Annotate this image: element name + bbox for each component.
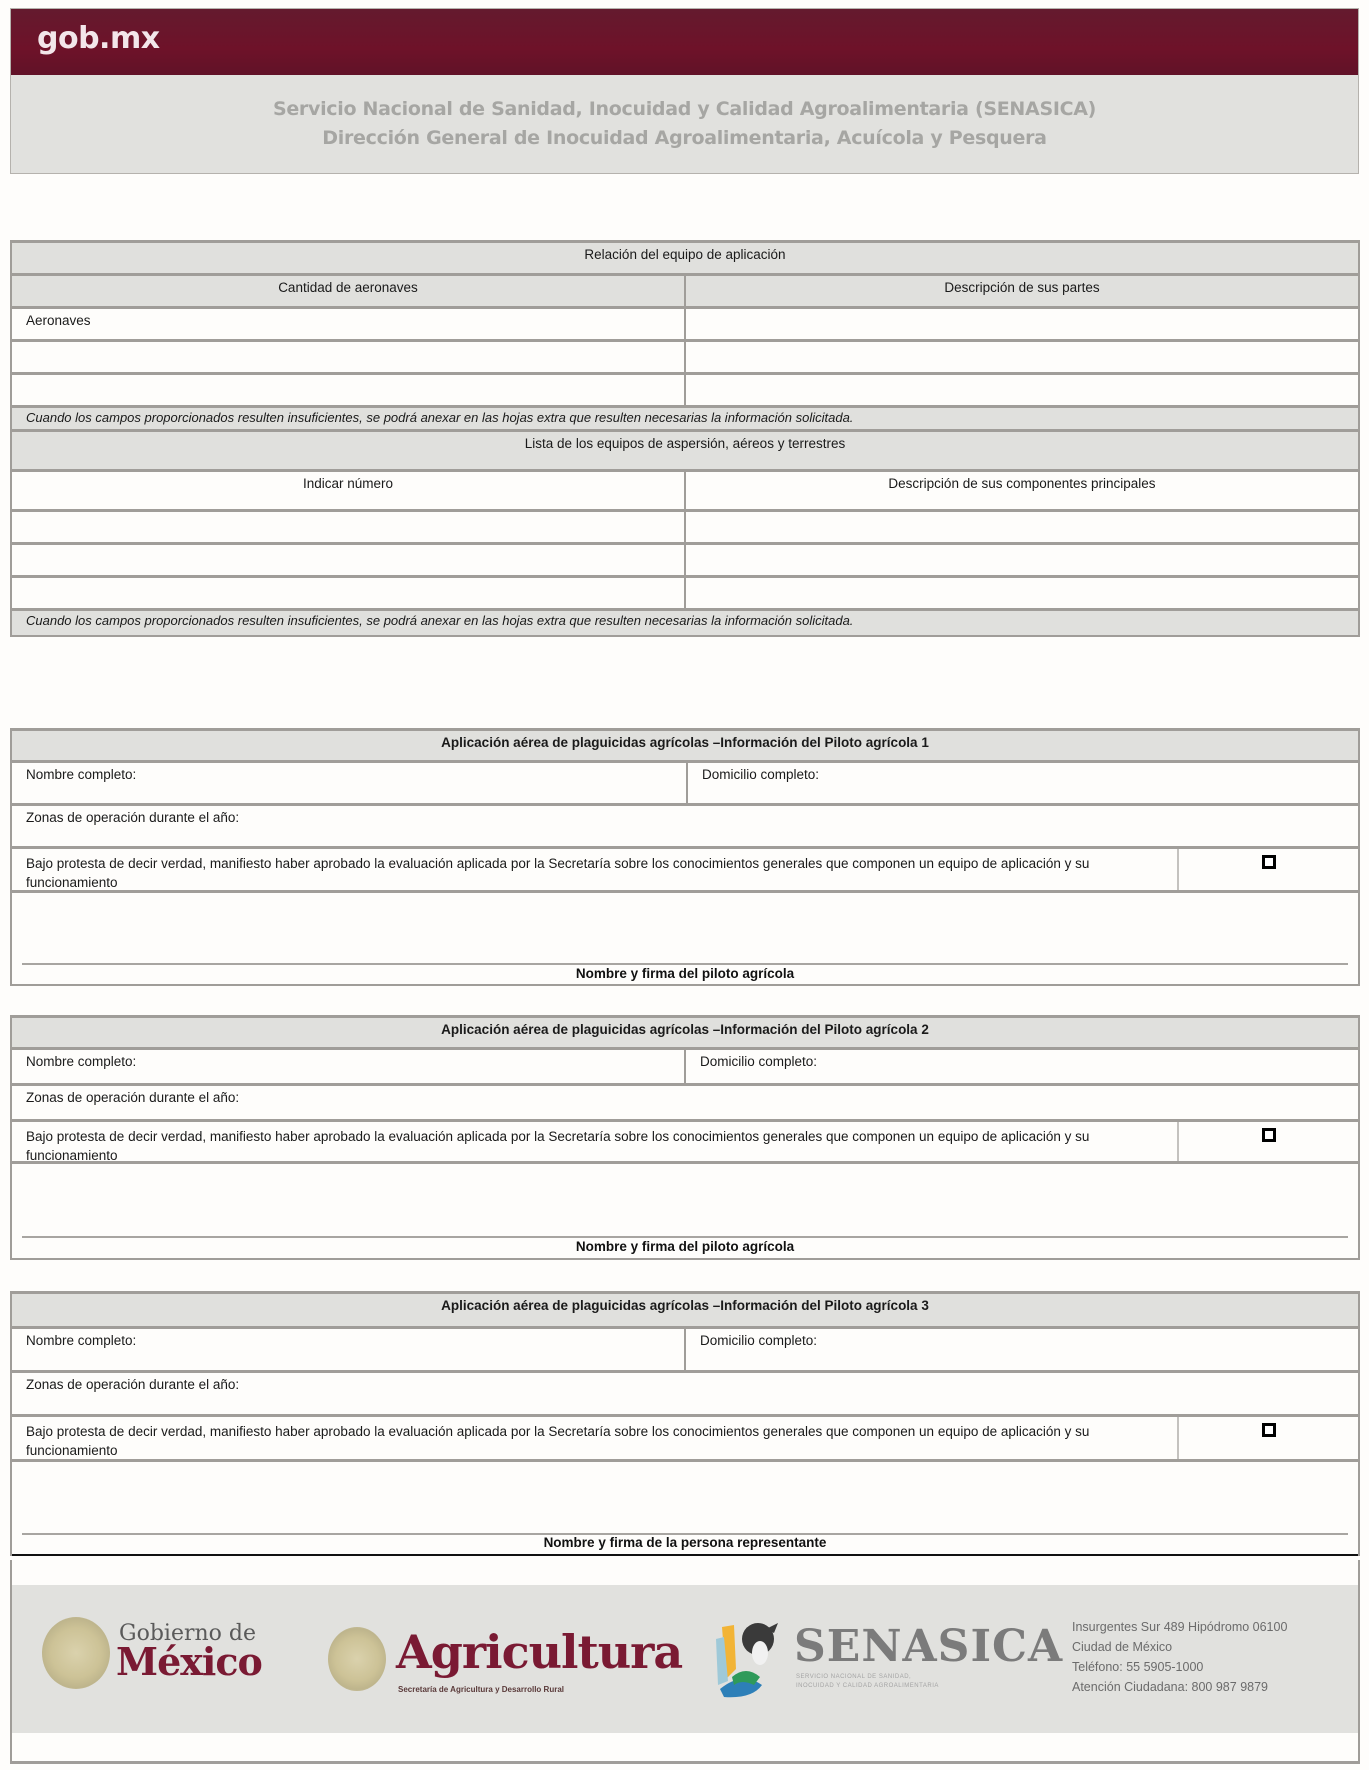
sprayers-title: Lista de los equipos de aspersión, aéreos y terrestres [524,436,846,451]
equipment-description-cell[interactable] [686,375,1358,405]
direction-line: Dirección General de Inocuidad Agroalimentaria, Acuícola y Pesquera [322,127,1047,149]
pilot-name-address-row [12,1050,1358,1086]
pilot-zones-field[interactable]: Zonas de operación durante el año: [26,810,240,825]
declaration-checkbox[interactable] [1262,1128,1276,1142]
pilot-declaration-check-cell [1179,1417,1358,1459]
col-header-quantity: Cantidad de aeronaves [12,276,686,306]
pilot-zones-field[interactable]: Zonas de operación durante el año: [26,1090,240,1105]
declaration-checkbox[interactable] [1262,855,1276,869]
sprayer-number-cell[interactable] [12,578,686,608]
pilot-declaration-check-cell [1179,1122,1358,1161]
signature-label: Nombre y firma del piloto agrícola [575,1239,795,1254]
pilot-declaration-row [12,849,1358,893]
pilot-title: Aplicación aérea de plaguicidas agrícolas –Información del Piloto agrícola 1 [441,735,929,750]
equipment-title: Relación del equipo de aplicación [584,247,786,262]
pilot-section-1 [10,728,1360,986]
agency-heading [11,75,1358,153]
equipment-note-row [12,408,1358,432]
header-banner [10,8,1359,174]
signature-area[interactable] [12,1164,1358,1258]
sprayer-components-cell[interactable] [686,578,1358,608]
equipment-header-row [12,276,1358,309]
pilot-declaration-check-cell [1179,849,1358,890]
pilot-section-2 [10,1015,1360,1260]
sprayers-header-row [12,472,1358,512]
agricultura-subtitle: Secretaría de Agricultura y Desarrollo Rural [398,1685,564,1694]
equipment-row [12,309,1358,342]
signature-label: Nombre y firma de la persona representante [543,1535,827,1550]
pilot-name-field[interactable]: Nombre completo: [12,1050,686,1083]
declaration-checkbox[interactable] [1262,1423,1276,1437]
footer-logos-band [12,1585,1358,1733]
pilot-address-field[interactable]: Domicilio completo: [702,767,820,782]
pilot-declaration-row [12,1122,1358,1164]
equipment-section [10,240,1360,637]
address-line: Ciudad de México [1072,1640,1173,1654]
sprayer-components-cell[interactable] [686,545,1358,575]
address-line: Insurgentes Sur 489 Hipódromo 06100 [1072,1620,1288,1634]
pilot-address-field[interactable]: Domicilio completo: [700,1333,818,1348]
gob-line2: México [116,1639,262,1684]
sprayer-components-cell[interactable] [686,512,1358,542]
equipment-row [12,375,1358,408]
col-header-description: Descripción de sus partes [944,280,1100,295]
pilot-title-row [12,1018,1358,1050]
sprayers-note-row [12,611,1358,635]
senasica-subtitle-line2: INOCUIDAD Y CALIDAD AGROALIMENTARIA [796,1683,939,1689]
pilot-name-address-row [12,1329,1358,1373]
signature-area[interactable] [12,1462,1358,1554]
pilot-name-field[interactable]: Nombre completo: [12,1329,686,1370]
phone-line: Teléfono: 55 5905-1000 [1072,1660,1204,1674]
agricultura-title: Agricultura [396,1625,683,1679]
equipment-description-cell[interactable] [686,342,1358,372]
signature-area[interactable] [12,893,1358,984]
pilot-title: Aplicación aérea de plaguicidas agrícolas –Información del Piloto agrícola 3 [441,1298,929,1313]
agricultura-seal-icon [328,1627,386,1691]
pilot-declaration-text: Bajo protesta de decir verdad, manifiesto haber aprobado la evaluación aplicada por la Secretaría sobre los conocimientos generales que componen un equipo de aplicación y su funcionamiento [12,1417,1179,1459]
equipment-note: Cuando los campos proporcionados resulten insuficientes, se podrá anexar en las hojas extra que resulten necesarias la información solicitada. [26,410,854,425]
sprayer-row [12,512,1358,545]
pilot-name-field[interactable]: Nombre completo: [12,763,688,803]
footer [10,1560,1360,1764]
pilot-signature-row [12,1164,1358,1258]
pilot-declaration-row [12,1417,1358,1462]
mexico-seal-icon [42,1617,110,1689]
senasica-logo-icon [712,1619,784,1699]
sprayer-number-cell[interactable] [12,545,686,575]
senasica-subtitle [796,1673,939,1691]
brand-bar [11,9,1358,75]
agency-line: Servicio Nacional de Sanidad, Inocuidad y Calidad Agroalimentaria (SENASICA) [272,98,1097,120]
sprayer-row [12,545,1358,578]
sprayer-row [12,578,1358,611]
equipment-quantity-cell[interactable] [12,342,686,372]
pilot-zones-row [12,806,1358,849]
pilot-title-row [12,1294,1358,1329]
pilot-address-field[interactable]: Domicilio completo: [700,1054,818,1069]
sprayers-note: Cuando los campos proporcionados resulten insuficientes, se podrá anexar en las hojas extra que resulten necesarias la información solicitada. [26,613,854,628]
pilot-zones-row [12,1373,1358,1417]
senasica-subtitle-line1: SERVICIO NACIONAL DE SANIDAD, [796,1674,912,1680]
pilot-name-address-row [12,763,1358,806]
pilot-zones-row [12,1086,1358,1122]
pilot-declaration-text: Bajo protesta de decir verdad, manifiesto haber aprobado la evaluación aplicada por la Secretaría sobre los conocimientos generales que componen un equipo de aplicación y su funcionamiento [12,1122,1179,1161]
senasica-title: SENASICA [794,1621,1064,1672]
col-header-number: Indicar número [12,472,686,509]
representative-signature-row [12,1462,1358,1556]
equipment-quantity-cell[interactable] [12,375,686,405]
equipment-row [12,342,1358,375]
equipment-title-row [12,243,1358,276]
equipment-description-cell[interactable] [686,309,1358,339]
pilot-title-row [12,731,1358,763]
col-header-components: Descripción de sus componentes principales [888,476,1156,491]
pilot-title: Aplicación aérea de plaguicidas agrícolas –Información del Piloto agrícola 2 [441,1022,929,1037]
signature-line [22,963,1348,965]
sprayer-number-cell[interactable] [12,512,686,542]
pilot-declaration-text: Bajo protesta de decir verdad, manifiesto haber aprobado la evaluación aplicada por la Secretaría sobre los conocimientos generales que componen un equipo de aplicación y su funcionamiento [12,849,1179,890]
contact-address [1072,1617,1287,1697]
gob-mx-logo[interactable]: gob.mx [37,21,160,56]
equipment-quantity-cell[interactable]: Aeronaves [12,309,686,339]
signature-label: Nombre y firma del piloto agrícola [575,966,795,981]
pilot-section-3 [10,1291,1360,1556]
citizen-line: Atención Ciudadana: 800 987 9879 [1072,1680,1268,1694]
gob-line1: Gobierno de [119,1621,256,1646]
sprayers-title-row [12,432,1358,472]
pilot-zones-field[interactable]: Zonas de operación durante el año: [26,1377,240,1392]
pilot-signature-row [12,893,1358,984]
signature-line [22,1236,1348,1238]
